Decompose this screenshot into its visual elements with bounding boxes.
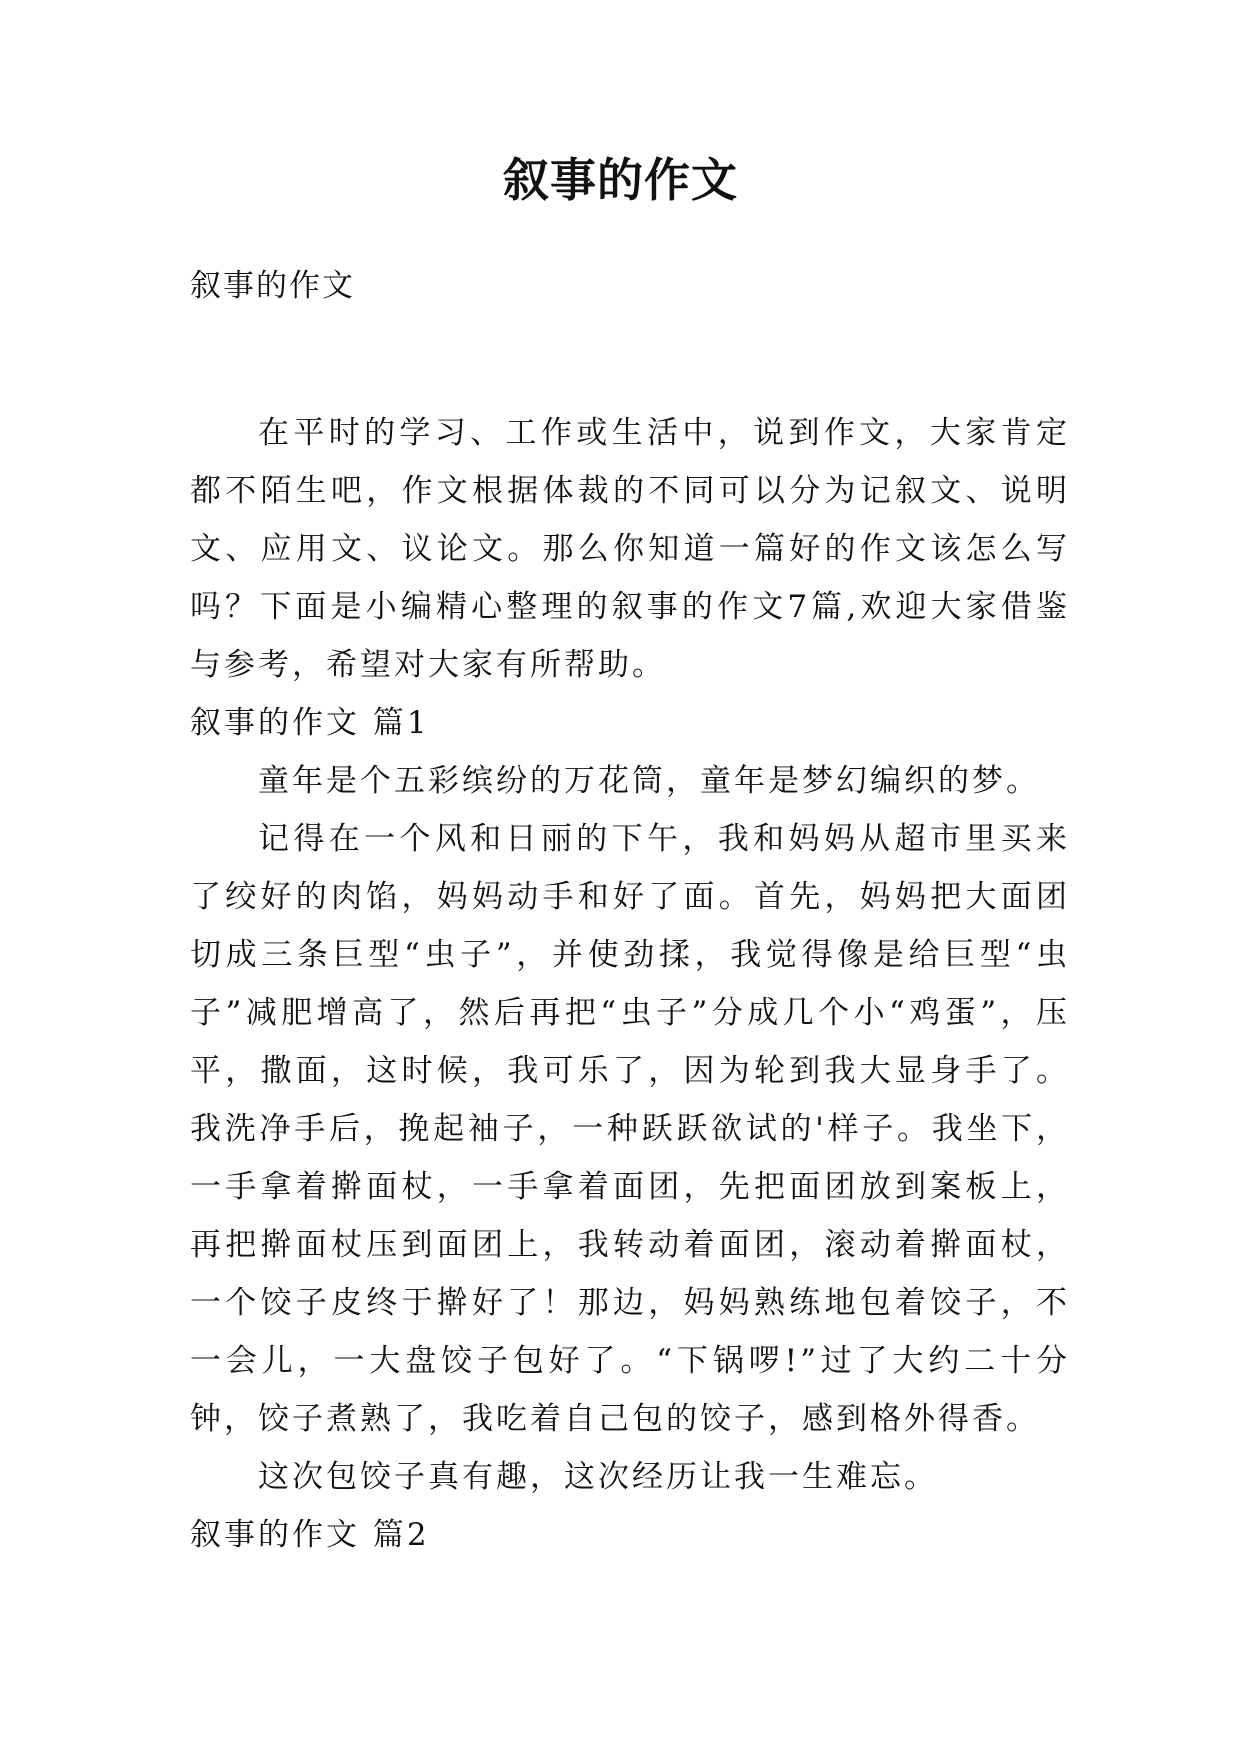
document-body — [190, 404, 1070, 1564]
section-heading-1: 叙事的作文 篇1 — [190, 705, 430, 741]
document-subtitle: 叙事的作文 — [190, 268, 355, 304]
intro-paragraph: 在平时的学习、工作或生活中，说到作文，大家肯定都不陌生吧，作文根据体裁的不同可以分为记叙文、说明文、应用文、议论文。那么你知道一篇好的作文该怎么写吗？下面是小编精心整理的叙事的作文7篇,欢迎大家借鉴与参考，希望对大家有所帮助。 — [190, 415, 1070, 683]
section-heading-2: 叙事的作文 篇2 — [190, 1517, 430, 1553]
section1-paragraph: 这次包饺子真有趣，这次经历让我一生难忘。 — [258, 1459, 938, 1495]
document-title: 叙事的作文 — [503, 153, 738, 207]
section1-paragraph: 童年是个五彩缤纷的万花筒，童年是梦幻编织的梦。 — [258, 763, 1040, 799]
section1-paragraph: 记得在一个风和日丽的下午，我和妈妈从超市里买来了绞好的肉馅，妈妈动手和好了面。首先，妈妈把大面团切成三条巨型“虫子”，并使劲揉，我觉得像是给巨型“虫子”减肥增高了，然后再把“虫子”分成几个小“鸡蛋”，压平，撒面，这时候，我可乐了，因为轮到我大显身手了。我洗净手后，挽起袖子，一种跃跃欲试的'样子。我坐下，一手拿着擀面杖，一手拿着面团，先把面团放到案板上，再把擀面杖压到面团上，我转动着面团，滚动着擀面杖，一个饺子皮终于擀好了！那边，妈妈熟练地包着饺子，不一会儿，一大盘饺子包好了。“下锅啰!”过了大约二十分钟，饺子煮熟了，我吃着自己包的饺子，感到格外得香。 — [190, 821, 1070, 1437]
